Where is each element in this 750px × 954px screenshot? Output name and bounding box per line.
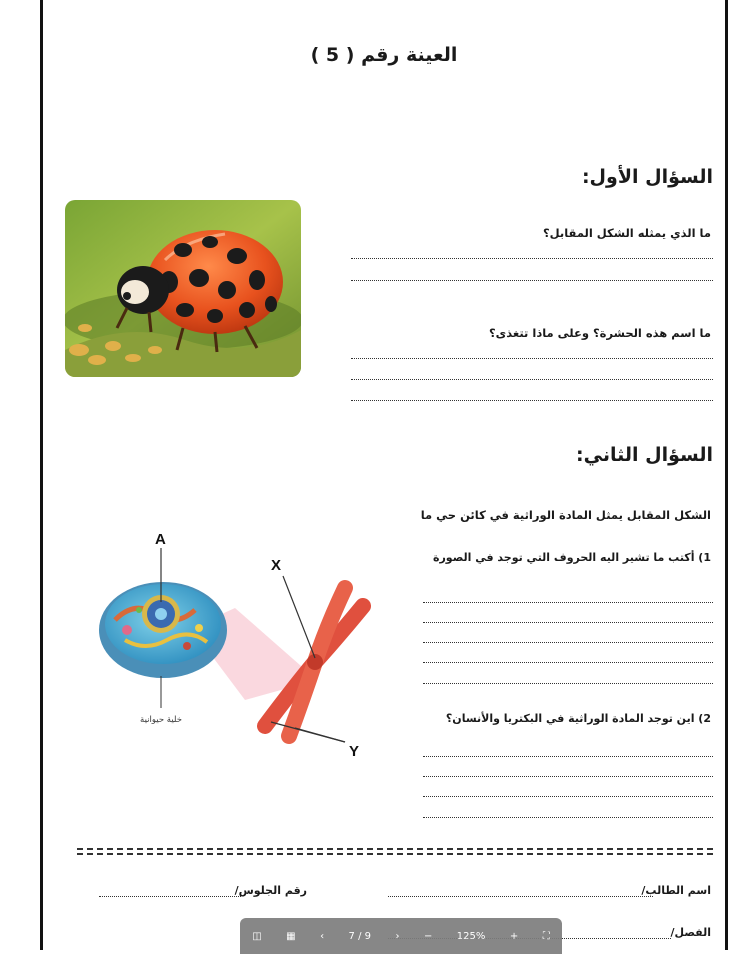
answer-line (351, 258, 713, 259)
seat-number-line[interactable] (99, 896, 241, 897)
answer-line (423, 756, 713, 757)
answer-line (423, 796, 713, 797)
answer-line (351, 400, 713, 401)
label-a: A (155, 531, 166, 548)
student-name-line[interactable] (388, 896, 653, 897)
question-2-heading: السؤال الثاني: (576, 444, 713, 466)
pdf-viewer-toolbar (240, 918, 562, 954)
answer-line (351, 280, 713, 281)
answer-line (423, 817, 713, 818)
seat-number-label: رقم الجلوس/ (234, 884, 307, 897)
ladybug-image (65, 200, 301, 377)
answer-line (351, 358, 713, 359)
answer-line (423, 662, 713, 663)
zoom-out-icon[interactable]: − (423, 930, 433, 942)
answer-line (351, 379, 713, 380)
question-2-intro: الشكل المقابل يمثل المادة الوراثية في كائن حي ما (420, 508, 711, 522)
zoom-in-icon[interactable]: + (509, 930, 519, 942)
label-x: X (271, 557, 282, 574)
question-2-item-1: 1) أكتب ما تشير اليه الحروف التي توجد في الصورة (432, 551, 711, 564)
page-title: العينة رقم ( 5 ) (310, 44, 458, 66)
answer-line (423, 642, 713, 643)
question-1-prompt-a: ما الذي يمثله الشكل المقابل؟ (542, 226, 711, 240)
sidebar-toggle-icon[interactable]: ◫ (252, 930, 262, 942)
next-page-icon[interactable]: › (395, 930, 400, 942)
label-y: Y (349, 743, 360, 760)
section-separator (77, 848, 713, 850)
fit-page-icon[interactable]: ⛶ (542, 930, 550, 942)
cell-caption: خلية حيوانية (140, 715, 182, 725)
question-1-heading: السؤال الأول: (581, 166, 713, 188)
zoom-level: 125% (456, 930, 486, 942)
worksheet-page (40, 0, 728, 950)
previous-page-icon[interactable]: ‹ (320, 930, 325, 942)
answer-line (423, 776, 713, 777)
section-separator (77, 853, 713, 855)
page-indicator: 7 / 9 (348, 930, 371, 942)
cell-chromosome-diagram (95, 530, 375, 765)
answer-line (423, 683, 713, 684)
answer-line (423, 622, 713, 623)
student-name-label: اسم الطالب/ (641, 884, 711, 897)
answer-line (423, 602, 713, 603)
class-label: الفصل/ (670, 926, 711, 939)
question-1-prompt-b: ما اسم هذه الحشرة؟ وعلى ماذا تتغذى؟ (489, 326, 711, 340)
page-view-icon[interactable]: ▦ (286, 930, 296, 942)
question-2-item-2: 2) اين توجد المادة الوراثية في البكتريا والأنسان؟ (445, 712, 711, 725)
